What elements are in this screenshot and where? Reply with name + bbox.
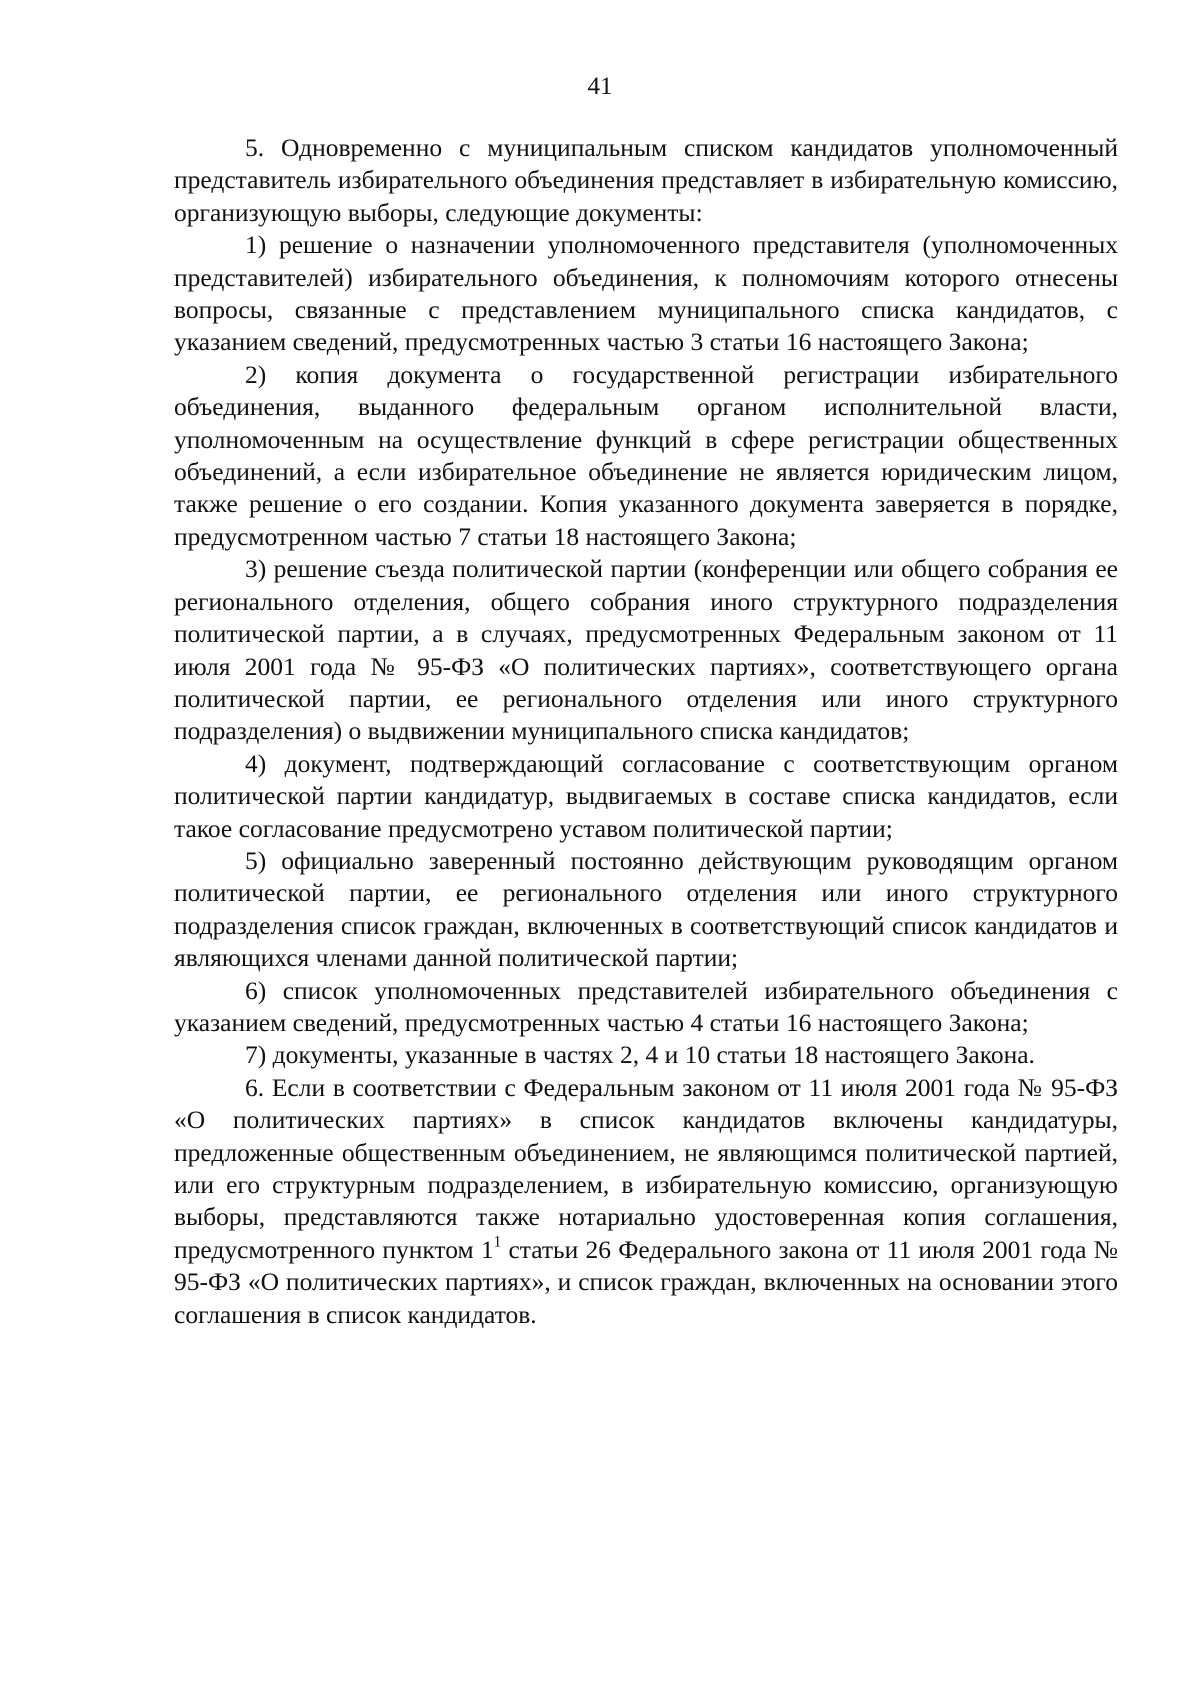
list-item-1: 1) решение о назначении уполномоченного представителя (уполномоченных представителей) избирательного объединения, к полномочиям которого отнесены вопросы, связанные с представлением муниципального списка кандидатов, с указанием сведений, предусмотренных частью 3 статьи 16 настоящего Закона; xyxy=(174,230,1118,357)
list-item-6: 6) список уполномоченных представителей избирательного объединения с указанием сведений, предусмотренных частью 4 статьи 16 настоящего Закона; xyxy=(174,975,1118,1037)
list-item-5: 5) официально заверенный постоянно действующим руководящим органом политической партии, ее регионального отделения или иного структурного подразделения список граждан, включенных в соответствующий список кандидатов и являющихся членами данной политической партии; xyxy=(174,845,1118,973)
paragraph-item-5: 5. Одновременно с муниципальным списком кандидатов уполномоченный представитель избирательного объединения представляет в избирательную комиссию, организующую выборы, следующие документы: xyxy=(174,133,1118,227)
paragraph-6-text-end: статьи 26 Федерального закона от 11 июля 2001 года № 95-ФЗ «О политических партиях», и список граждан, включенных на основании этого соглашения в список кандидатов. xyxy=(174,1234,1118,1329)
paragraph-item-6 xyxy=(174,1072,1118,1331)
document-body xyxy=(174,132,1118,1331)
paragraph-6-text-start: 6. Если в соответствии с Федеральным законом от 11 июля 2001 года № 95-ФЗ «О политических партиях» в список кандидатов включены кандидатуры, предложенные общественным объединением, не являющимся политической партией, или его структурным подразделением, в избирательную комиссию, организующую выборы, представляются также нотариально удостоверенная копия соглашения, предусмотренного пунктом 1 xyxy=(174,1072,1118,1264)
list-item-7: 7) документы, указанные в частях 2, 4 и 10 статьи 18 настоящего Закона. xyxy=(245,1040,1035,1070)
page-number: 41 xyxy=(587,73,613,100)
list-item-4: 4) документ, подтверждающий согласование с соответствующим органом политической партии кандидатур, выдвигаемых в составе списка кандидатов, если такое согласование предусмотрено уставом политической партии; xyxy=(174,748,1118,843)
superscript: 1 xyxy=(493,1233,502,1251)
list-item-3: 3) решение съезда политической партии (конференции или общего собрания ее регионального отделения, общего собрания иного структурного подразделения политической партии, а в случаях, предусмотренных Федеральным законом от 11 июля 2001 года № 95-ФЗ «О политических партиях», соответствующего органа политической партии, ее регионального отделения или иного структурного подразделения) о выдвижении муниципального списка кандидатов; xyxy=(174,554,1118,746)
list-item-2: 2) копия документа о государственной регистрации избирательного объединения, выданного федеральным органом исполнительной власти, уполномоченным на осуществление функций в сфере регистрации общественных объединений, а если избирательное объединение не является юридическим лицом, также решение о его создании. Копия указанного документа заверяется в порядке, предусмотренном частью 7 статьи 18 настоящего Закона; xyxy=(174,359,1118,551)
